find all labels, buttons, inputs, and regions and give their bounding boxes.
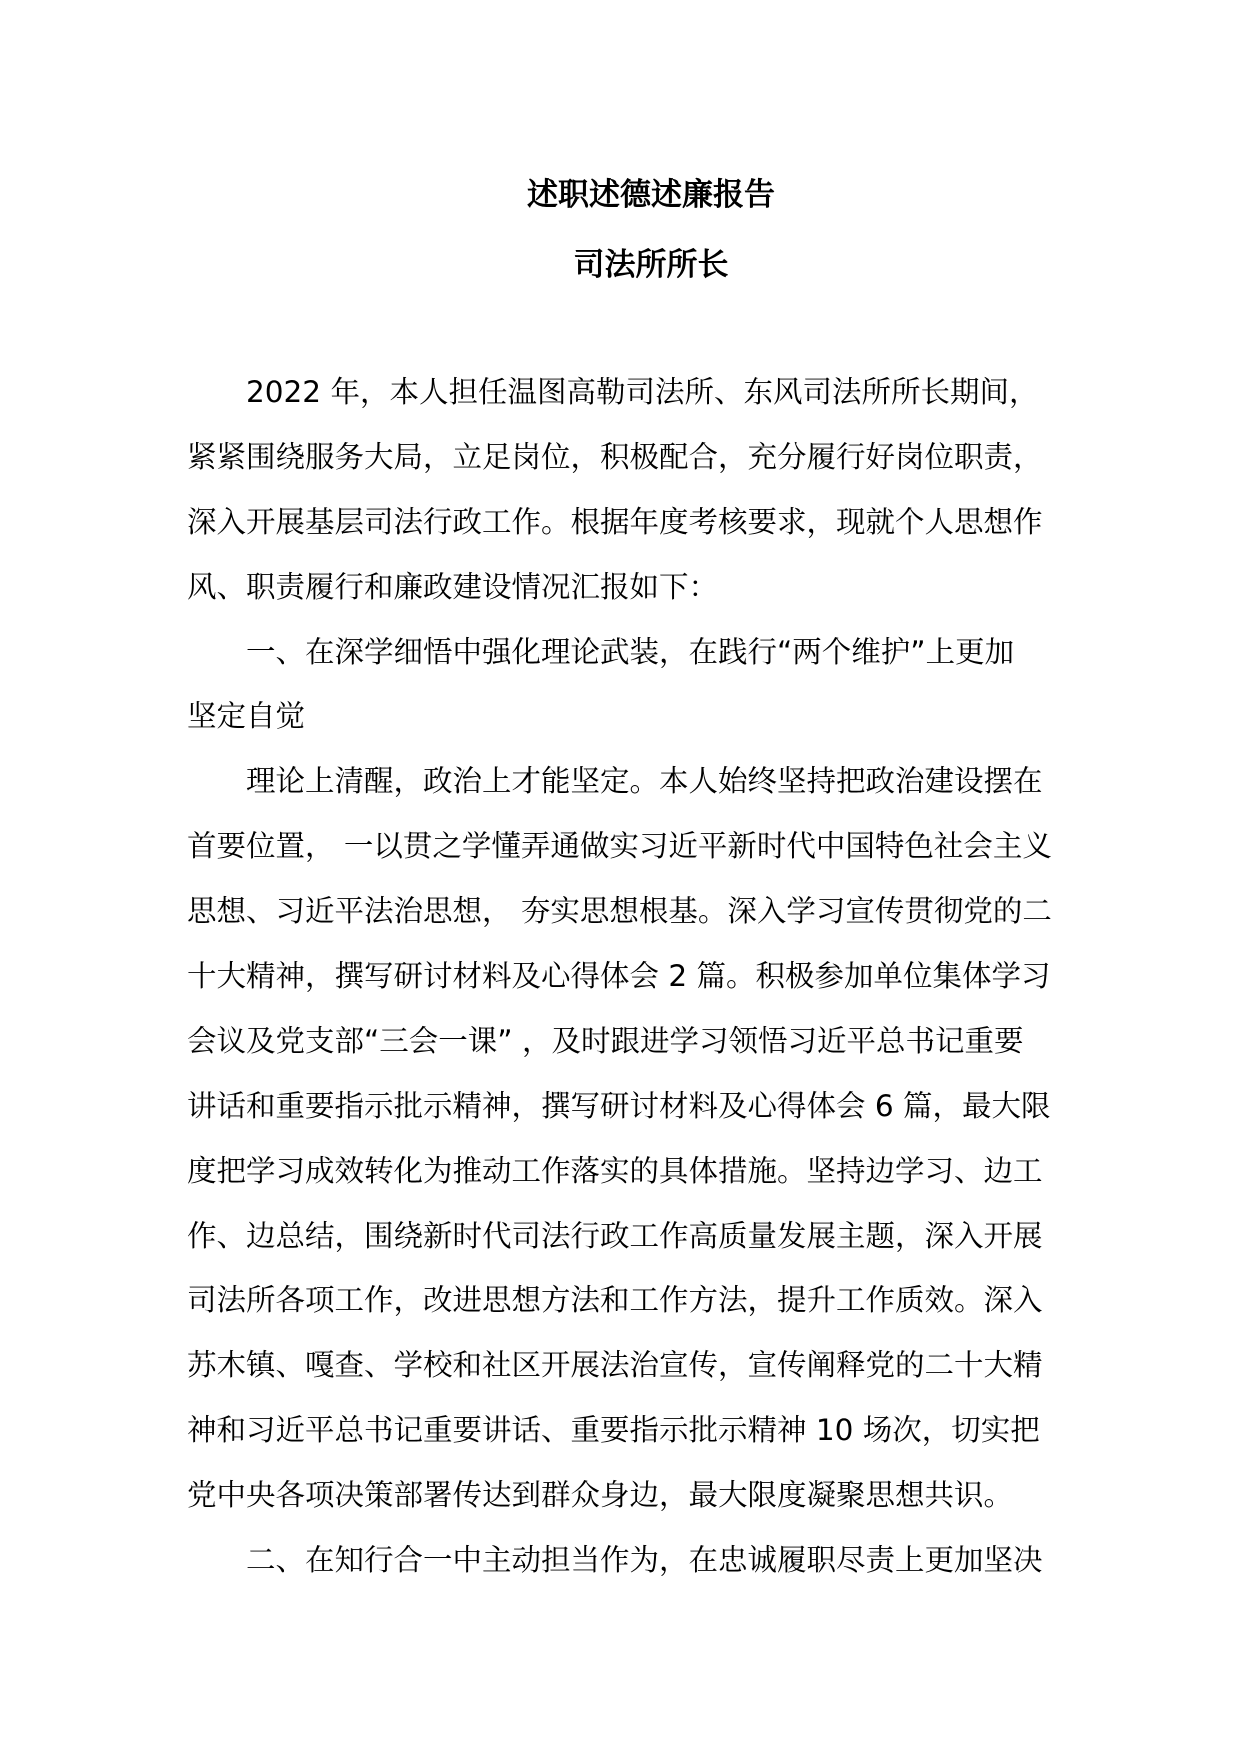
document-body xyxy=(187,360,1067,1593)
body-line: 党中央各项决策部署传达到群众身边，最大限度凝聚思想共识。 xyxy=(187,1478,1014,1513)
body-line: 神和习近平总书记重要讲话、重要指示批示精神 10 场次，切实把 xyxy=(187,1413,1040,1448)
body-line: 思想、习近平法治思想， 夯实思想根基。深入学习宣传贯彻党的二 xyxy=(187,894,1052,929)
body-line: 作、边总结，围绕新时代司法行政工作高质量发展主题，深入开展 xyxy=(187,1218,1043,1253)
body-line: 理论上清醒，政治上才能坚定。本人始终坚持把政治建设摆在 xyxy=(246,764,1043,799)
body-line: 苏木镇、嘎查、学校和社区开展法治宣传，宣传阐释党的二十大精 xyxy=(187,1348,1043,1383)
document-subtitle: 司法所所长 xyxy=(573,247,729,283)
section-heading-line: 一、在深学细悟中强化理论武装，在践行“两个维护”上更加 xyxy=(246,634,1015,669)
section-heading-line: 坚定自觉 xyxy=(187,699,306,734)
body-line: 风、职责履行和廉政建设情况汇报如下： xyxy=(187,569,719,604)
body-line: 首要位置， 一以贯之学懂弄通做实习近平新时代中国特色社会主义 xyxy=(187,829,1052,864)
body-line: 紧紧围绕服务大局，立足岗位，积极配合，充分履行好岗位职责， xyxy=(187,439,1043,474)
body-line: 度把学习成效转化为推动工作落实的具体措施。坚持边学习、边工 xyxy=(187,1153,1043,1188)
document-title: 述职述德述廉报告 xyxy=(527,177,775,213)
body-line: 讲话和重要指示批示精神，撰写研讨材料及心得体会 6 篇，最大限 xyxy=(187,1088,1051,1123)
body-line: 司法所各项工作，改进思想方法和工作方法，提升工作质效。深入 xyxy=(187,1283,1043,1318)
body-line: 2022 年，本人担任温图高勒司法所、东风司法所所长期间， xyxy=(246,375,1039,409)
body-line: 会议及党支部“三会一课” ，及时跟进学习领悟习近平总书记重要 xyxy=(187,1023,1024,1058)
body-line: 深入开展基层司法行政工作。根据年度考核要求，现就个人思想作 xyxy=(187,504,1043,539)
section-heading-line: 二、在知行合一中主动担当作为，在忠诚履职尽责上更加坚决 xyxy=(246,1543,1043,1578)
body-line: 十大精神，撰写研讨材料及心得体会 2 篇。积极参加单位集体学习 xyxy=(187,959,1051,994)
